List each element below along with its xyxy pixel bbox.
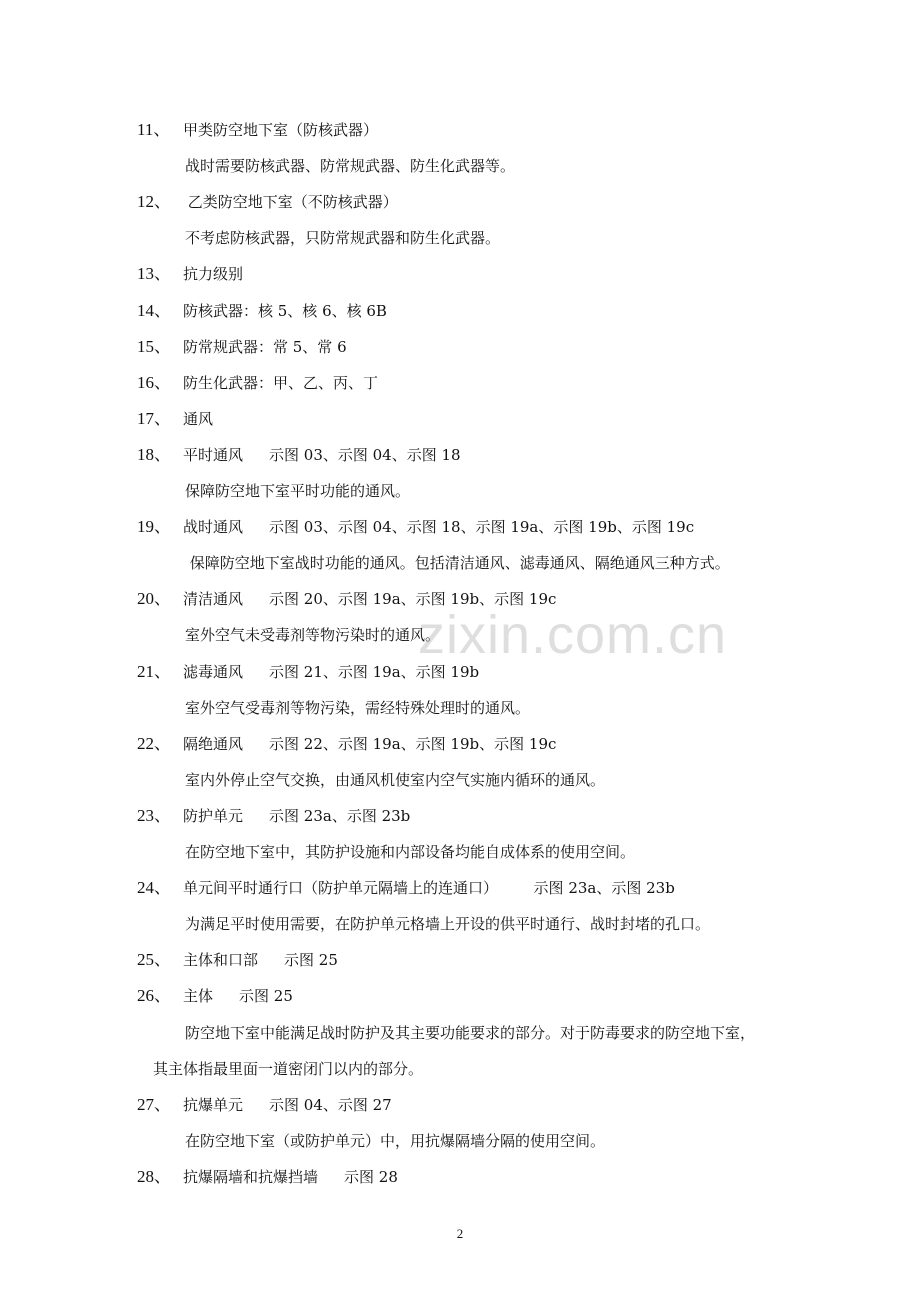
entry-title-text: 甲类防空地下室（防核武器）	[183, 121, 379, 139]
entry-title-text: 隔绝通风	[183, 734, 244, 753]
entry-title-text: 通风	[183, 409, 214, 428]
entry-number: 16、	[137, 372, 171, 392]
entry-figure-ref: 示图 04、示图 27	[269, 1095, 392, 1114]
entry-figure-ref: 示图 21、示图 19a、示图 19b	[269, 662, 480, 681]
entry-continued-text: 其主体指最里面一道密闭门以内的部分。	[153, 1059, 424, 1078]
entry-title-text: 主体	[183, 987, 214, 1006]
entry-number: 23、	[137, 805, 171, 825]
entry-title-text: 防常规武器：常 5、常 6	[183, 337, 347, 356]
entry-title-text: 防核武器：核 5、核 6、核 6B	[183, 301, 387, 320]
entry-title-text: 防生化武器：甲、乙、丙、丁	[183, 373, 379, 392]
entry-number: 22、	[137, 733, 171, 753]
entry-figure-ref: 示图 03、示图 04、示图 18	[269, 445, 461, 464]
entry-title-text: 抗力级别	[183, 265, 244, 284]
entry-title	[183, 112, 378, 148]
entry-title	[183, 942, 338, 978]
page-number: 2	[456, 1226, 464, 1241]
entry-title	[183, 184, 398, 220]
entry-number: 17、	[137, 408, 171, 428]
entry-title	[183, 437, 461, 473]
entry-title	[183, 1159, 398, 1195]
entry-description-text: 室外空气未受毒剂等物污染时的通风。	[185, 626, 441, 645]
entry-description-text: 室内外停止空气交换，由通风机使室内空气实施内循环的通风。	[185, 770, 606, 789]
entry-number: 11、	[137, 120, 171, 139]
entry-figure-ref: 示图 23a、示图 23b	[269, 806, 411, 825]
entry-description-text: 防空地下室中能满足战时防护及其主要功能要求的部分。对于防毒要求的防空地下室，	[185, 1023, 756, 1042]
entry-number: 26、	[137, 986, 171, 1006]
entry-number: 19、	[137, 517, 171, 537]
entry-number: 24、	[137, 878, 171, 898]
entry-title-text: 滤毒通风	[183, 662, 244, 681]
entry-title	[183, 365, 378, 401]
entry-title-text: 战时通风	[183, 518, 244, 537]
entry-description-text: 室外空气受毒剂等物污染，需经特殊处理时的通风。	[185, 698, 531, 717]
entry-title	[183, 870, 675, 906]
entry-title-text: 乙类防空地下室（不防核武器）	[183, 193, 398, 212]
entry-title-text: 防护单元	[183, 806, 244, 825]
entry-title-text: 抗爆单元	[183, 1095, 244, 1114]
entry-figure-ref: 示图 22、示图 19a、示图 19b、示图 19c	[269, 734, 557, 753]
entry-figure-ref: 示图 25	[239, 987, 293, 1006]
entry-title-text: 单元间平时通行口（防护单元隔墙上的连通口）	[183, 879, 499, 898]
entry-number: 20、	[137, 589, 171, 609]
entry-title-text: 平时通风	[183, 445, 244, 464]
entry-figure-ref: 示图 25	[284, 951, 338, 970]
entry-description-text: 战时需要防核武器、防常规武器、防生化武器等。	[185, 157, 516, 176]
watermark: zixin.com.cn	[418, 605, 728, 665]
entry-number: 21、	[137, 661, 171, 681]
entry-title	[183, 1087, 392, 1123]
entry-title-text: 清洁通风	[183, 590, 244, 609]
entry-title	[183, 329, 347, 365]
entry-title	[183, 978, 293, 1014]
entry-number: 27、	[137, 1094, 171, 1114]
entry-number: 28、	[137, 1166, 171, 1186]
entry-title	[183, 293, 387, 329]
entry-figure-ref: 示图 28	[344, 1167, 398, 1186]
entry-number: 15、	[137, 336, 171, 356]
entry-title	[183, 256, 243, 292]
entry-number: 13、	[137, 264, 171, 284]
entry-title	[183, 798, 410, 834]
entry-description-text: 在防空地下室（或防护单元）中，用抗爆隔墙分隔的使用空间。	[185, 1131, 606, 1150]
entry-title-text: 主体和口部	[183, 951, 259, 970]
entry-number: 25、	[137, 950, 171, 970]
entry-figure-ref: 示图 03、示图 04、示图 18、示图 19a、示图 19b、示图 19c	[269, 518, 695, 537]
entry-title	[183, 509, 694, 545]
entry-description-text: 不考虑防核武器，只防常规武器和防生化武器。	[185, 229, 501, 248]
entry-description-text: 保障防空地下室平时功能的通风。	[185, 482, 411, 500]
entry-figure-ref: 示图 23a、示图 23b	[524, 879, 675, 898]
entry-number: 14、	[137, 300, 171, 320]
entry-figure-ref: 示图 20、示图 19a、示图 19b、示图 19c	[269, 590, 557, 609]
entry-number: 12、	[137, 192, 171, 212]
entry-description-text: 在防空地下室中，其防护设施和内部设备均能自成体系的使用空间。	[185, 843, 636, 861]
entry-description-text: 为满足平时使用需要，在防护单元格墙上开设的供平时通行、战时封堵的孔口。	[185, 915, 711, 934]
entry-title	[183, 726, 556, 762]
entry-number: 18、	[137, 444, 171, 464]
entry-title	[183, 401, 213, 437]
entry-title-text: 抗爆隔墙和抗爆挡墙	[183, 1167, 319, 1186]
entry-description-text: 保障防空地下室战时功能的通风。包括清洁通风、滤毒通风、隔绝通风三种方式。	[185, 554, 730, 573]
